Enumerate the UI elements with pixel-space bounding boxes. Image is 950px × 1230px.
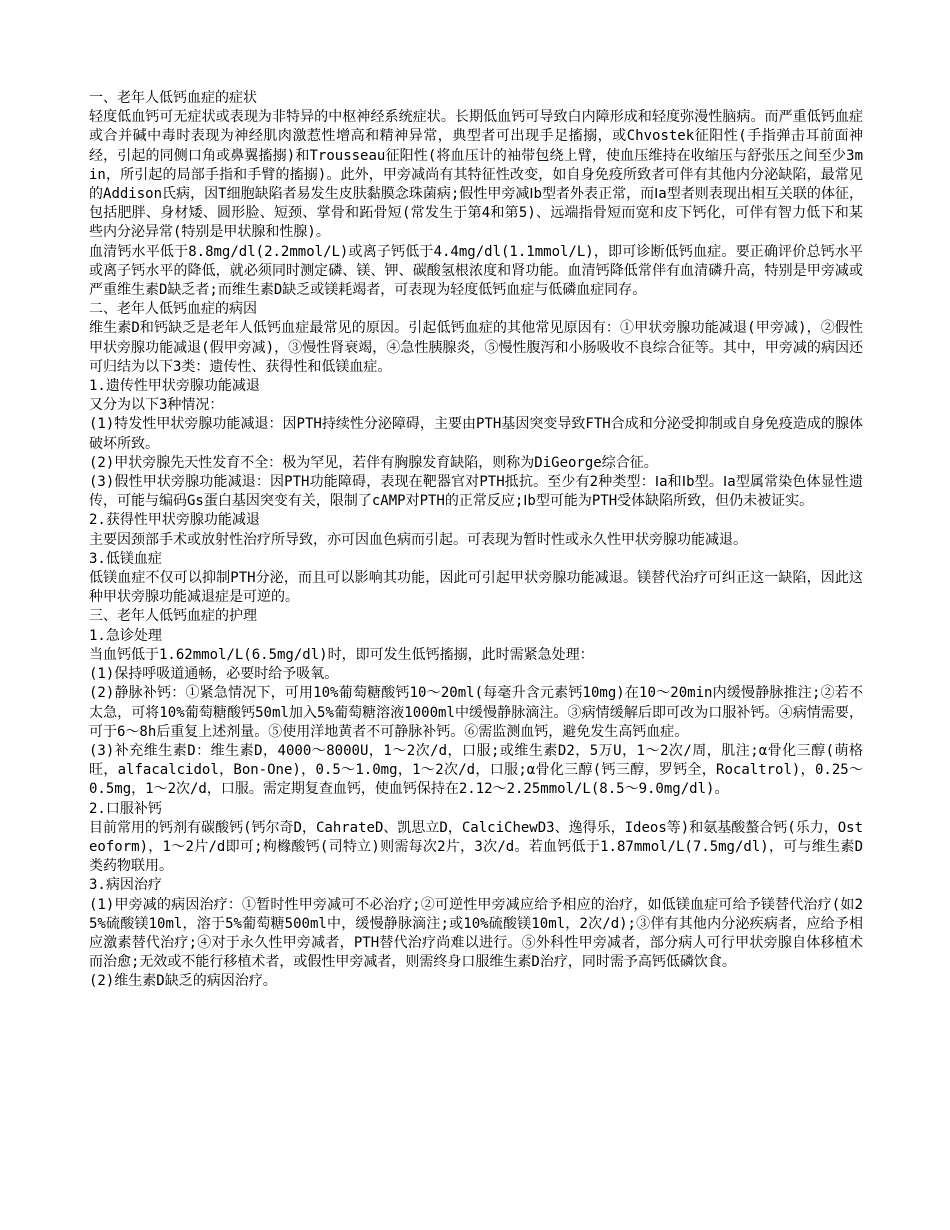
subheading-oral-calcium: 2.口服补钙 <box>89 800 162 817</box>
paragraph-acquired: 主要因颈部手术或放射性治疗所导致，亦可因血色病而引起。可表现为暂时性或永久性甲状旁腺功能减退。 <box>89 531 747 548</box>
section-heading-nursing: 三、老年人低钙血症的护理 <box>89 608 257 625</box>
paragraph-diagnosis: 血清钙水平低于8.8mg/dl(2.2mmol/L)或离子钙低于4.4mg/dl(1.1mmol/L)，即可诊断低钙血症。要正确评价总钙水平或离子钙水平的降低，就必须同时测定磷、镁、钾、碳酸氢根浓度和肾功能。血清钙降低常伴有血清磷升高，特别是甲旁减或严重维生素D缺乏者;而维生素D缺乏或镁耗竭者，可表现为轻度低钙血症与低磷血症同存。 <box>89 243 863 299</box>
section-heading-causes: 二、老年人低钙血症的病因 <box>89 301 257 318</box>
subheading-hereditary: 1.遗传性甲状旁腺功能减退 <box>89 378 260 395</box>
paragraph-oral-calcium: 目前常用的钙剂有碳酸钙(钙尔奇D，CahrateD、凯思立D，CalciChewD3、逸得乐，Ideos等)和氨基酸螯合钙(乐力，Osteoform)，1～2片/d即可;枸橼酸钙(司特立)则需每次2片，3次/d。若血钙低于1.87mmol/L(7.5mg/dl)，可与维生素D类药物联用。 <box>89 819 863 875</box>
subheading-hypomagnesemia: 3.低镁血症 <box>89 550 162 567</box>
paragraph-vitd-treatment: (2)维生素D缺乏的病因治疗。 <box>89 973 277 990</box>
paragraph-congenital: (2)甲状旁腺先天性发育不全：极为罕见，若伴有胸腺发育缺陷，则称为DiGeorge综合征。 <box>89 454 658 471</box>
subheading-etiology: 3.病因治疗 <box>89 877 162 894</box>
section-heading-symptoms: 一、老年人低钙血症的症状 <box>89 90 257 106</box>
paragraph-symptoms: 轻度低血钙可无症状或表现为非特异的中枢神经系统症状。长期低血钙可导致白内障形成和轻度弥漫性脑病。而严重低钙血症或合并碱中毒时表现为神经肌肉激惹性增高和精神异常，典型者可出现手足搐搦，或Chvostek征阳性(手指弹击耳前面神经，引起的同侧口角或鼻翼搐搦)和Trousseau征阳性(将血压计的袖带包绕上臂，使血压维持在收缩压与舒张压之间至少3min，所引起的局部手指和手臂的搐搦)。此外，甲旁减尚有其特征性改变，如自身免疫所致者可伴有其他内分泌缺陷，最常见的Addison氏病，因T细胞缺陷者易发生皮肤黏膜念珠菌病;假性甲旁减Ⅰb型者外表正常，而Ⅰa型者则表现出相互关联的体征，包括肥胖、身材矮、圆形脸、短颈、掌骨和跖骨短(常发生于第4和第5)、远端指骨短而宽和皮下钙化，可伴有智力低下和某些内分泌异常(特别是甲状腺和性腺)。 <box>89 109 863 241</box>
paragraph-idiopathic: (1)特发性甲状旁腺功能减退：因PTH持续性分泌障碍，主要由PTH基因突变导致FTH合成和分泌受抑制或自身免疫造成的腺体破坏所致。 <box>89 416 863 452</box>
paragraph-vitamin-d: (3)补充维生素D：维生素D，4000～8000U，1～2次/d，口服;或维生素D2，5万U，1～2次/周，肌注;α骨化三醇(萌格旺，alfacalcidol，Bon-One)，0.5～1.0mg，1～2次/d，口服;α骨化三醇(钙三醇，罗钙全，Rocaltrol)，0.25～0.5mg，1～2次/d，口服。需定期复查血钙，使血钙保持在2.12～2.25mmol/L(8.5～9.0mg/dl)。 <box>89 742 863 798</box>
paragraph-iv-calcium: (2)静脉补钙：①紧急情况下，可用10%葡萄糖酸钙10～20ml(每毫升含元素钙10mg)在10～20min内缓慢静脉推注;②若不太急，可将10%葡萄糖酸钙50ml加入5%葡萄糖溶液1000ml中缓慢静脉滴注。③病情缓解后即可改为口服补钙。④病情需要，可于6～8h后重复上述剂量。⑤使用洋地黄者不可静脉补钙。⑥需监测血钙，避免发生高钙血症。 <box>89 685 863 740</box>
paragraph-emergency-intro: 当血钙低于1.62mmol/L(6.5mg/dl)时，即可发生低钙搐搦，此时需紧急处理： <box>89 646 594 663</box>
document-page <box>89 89 863 992</box>
subheading-acquired: 2.获得性甲状旁腺功能减退 <box>89 512 260 529</box>
paragraph-airway: (1)保持呼吸道通畅，必要时给予吸氧。 <box>89 666 339 683</box>
paragraph-causes: 维生素D和钙缺乏是老年人低钙血症最常见的原因。引起低钙血症的其他常见原因有：①甲状旁腺功能减退(甲旁减)，②假性甲状旁腺功能减退(假甲旁减)，③慢性肾衰竭，④急性胰腺炎，⑤慢性腹泻和小肠吸收不良综合征等。其中，甲旁减的病因还可归结为以下3类：遗传性、获得性和低镁血症。 <box>89 320 863 375</box>
paragraph-hypomagnesemia: 低镁血症不仅可以抑制PTH分泌，而且可以影响其功能，因此可引起甲状旁腺功能减退。镁替代治疗可纠正这一缺陷，因此这种甲状旁腺功能减退症是可逆的。 <box>89 570 863 606</box>
paragraph-pseudo: (3)假性甲状旁腺功能减退：因PTH功能障碍，表现在靶器官对PTH抵抗。至少有2种类型：Ⅰa和Ⅰb型。Ⅰa型属常染色体显性遗传，可能与编码Gs蛋白基因突变有关，限制了cAMP对PTH的正常反应;Ⅰb型可能为PTH受体缺陷所致，但仍未被证实。 <box>89 474 863 510</box>
paragraph-three-cases: 又分为以下3种情况： <box>89 397 224 414</box>
subheading-emergency: 1.急诊处理 <box>89 627 162 644</box>
paragraph-hypopara-treatment: (1)甲旁减的病因治疗：①暂时性甲旁减可不必治疗;②可逆性甲旁减应给予相应的治疗，如低镁血症可给予镁替代治疗(如25%硫酸镁10ml，溶于5%葡萄糖500ml中，缓慢静脉滴注;或10%硫酸镁10ml，2次/d);③伴有其他内分泌疾病者，应给予相应激素替代治疗;④对于永久性甲旁减者，PTH替代治疗尚难以进行。⑤外科性甲旁减者，部分病人可行甲状旁腺自体移植术而治愈;无效或不能行移植术者，或假性甲旁减者，则需终身口服维生素D治疗，同时需予高钙低磷饮食。 <box>89 896 863 971</box>
